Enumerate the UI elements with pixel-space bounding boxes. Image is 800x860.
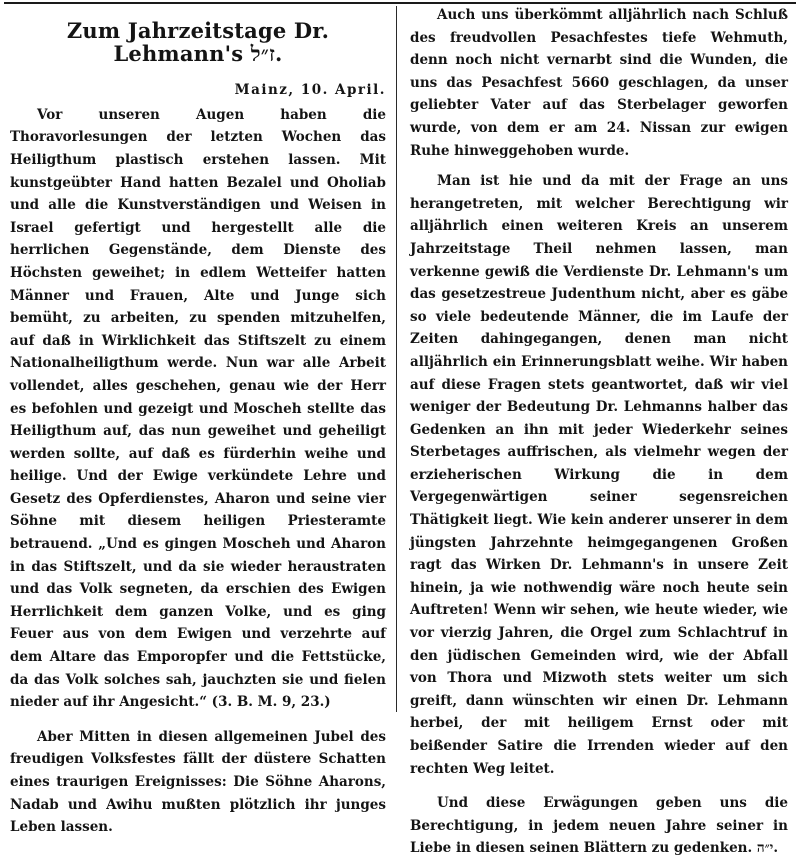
column-divider — [396, 6, 397, 712]
paragraph-nadab-awihu: Aber Mitten in diesen allgemeinen Jubel des freudigen Volksfestes fällt der düstere Schatten eines traurigen Ereignisses: Die Söhne Aharons, Nadab und Awihu mußten plötzlich ihr junges Leben lassen. — [10, 728, 386, 836]
dateline: Mainz, 10. April. — [234, 82, 386, 99]
paragraph-tabernacle: Vor unseren Augen haben die Thoravorlesungen der letzten Wochen das Heiligthum plastisch erstehen lassen. Mit kunstgeübter Hand hatten Bezalel und Oholiab und alle die Kunstverständigen und Weisen in Israel gefertigt und hergestellt alle die herrlichen Gegenstände, dem Dienste des Höchsten geweihet; in edlem Wetteifer hatten Männer und Frauen, Alte und Junge sich bemüht, zu arbeiten, zu spenden mitzuhelfen, auf daß in Wirklichkeit das Stiftszelt zu einem Nationalheiligthum werde. Nun war alle Arbeit vollendet, alles geschehen, genau wie der Herr es befohlen und gezeigt und Moscheh stellte das Heiligthum auf, das nun geweihet und geheiligt werden sollte, auf daß es fürderhin weihe und heilige. Und der Ewige verkündete Lehre und Gesetz des Opferdienstes, Aharon und seine vier Söhne mit diesem heiligen Priesteramte betrauend. „Und es gingen Moscheh und Aharon in das Stiftszelt, und da sie wieder heraustraten und das Volk segneten, da erschien des Ewigen Herrlichkeit dem ganzen Volke, und es ging Feuer aus von dem Ewigen und verzehrte auf dem Altare das Emporopfer und die Fettstücke, da das Volk solches sah, jauchzten sie und fielen nieder auf ihr Angesicht.“ (3. B. M. 9, 23.) — [10, 106, 386, 711]
paragraph-justification: Man ist hie und da mit der Frage an uns herangetreten, mit welcher Berechtigung wir alljährlich einen weiteren Kreis an unserem Jahrzeitstage Theil nehmen lassen, man verkenne gewiß die Verdienste Dr. Lehmann's um das gesetzestreue Judenthum nicht, aber es gäbe so viele bedeutende Männer, die im Laufe der Zeiten dahingegangen, denen man nicht alljährlich ein Erinnerungsblatt weihe. Wir haben auf diese Fragen stets geantwortet, daß wir viel weniger der Bedeutung Dr. Lehmanns halber das Gedenken an ihn mit jeder Wiederkehr seines Sterbetages auffrischen, als vielmehr wegen der erzieherischen Wirkung die in dem Vergegenwärtigen seiner segensreichen Thätigkeit liegt. Wie kein anderer unserer in dem jüngsten Jahrzehnte heimgegangenen Großen ragt das Wirken Dr. Lehmann's in unsere Zeit hinein, ja wie nothwendig wäre noch heute sein Auftreten! Wenn wir sehen, wie heute wieder, wie vor vierzig Jahren, die Orgel zum Schlachtruf in den jüdischen Gemeinden wird, wie der Abfall von Thora und Mizwoth stets weiter um sich greift, dann wünschten wir einen Dr. Lehmann herbei, der mit heiligem Ernst oder mit beißender Satire die Irrenden wieder auf den rechten Weg leitet. — [410, 173, 788, 777]
paragraph-closing: Und diese Erwägungen geben uns die Berechtigung, in jedem neuen Jahre seiner in Liebe in diesen seinen Blättern zu gedenken. י״ה. — [410, 795, 788, 857]
right-column — [410, 4, 788, 857]
left-column — [10, 0, 386, 836]
article-title: Zum Jahrzeitstage Dr. Lehmann's ז״ל. — [66, 18, 330, 66]
paragraph-pesach: Auch uns überkömmt alljährlich nach Schluß des freudvollen Pesachfestes tiefe Wehmuth, denn noch nicht vernarbt sind die Wunden, die uns das Pesachfest 5660 geschlagen, da unser geliebter Vater auf das Sterbelager geworfen wurde, von dem er am 24. Nissan zur ewigen Ruhe hinweggehoben wurde. — [410, 7, 788, 159]
